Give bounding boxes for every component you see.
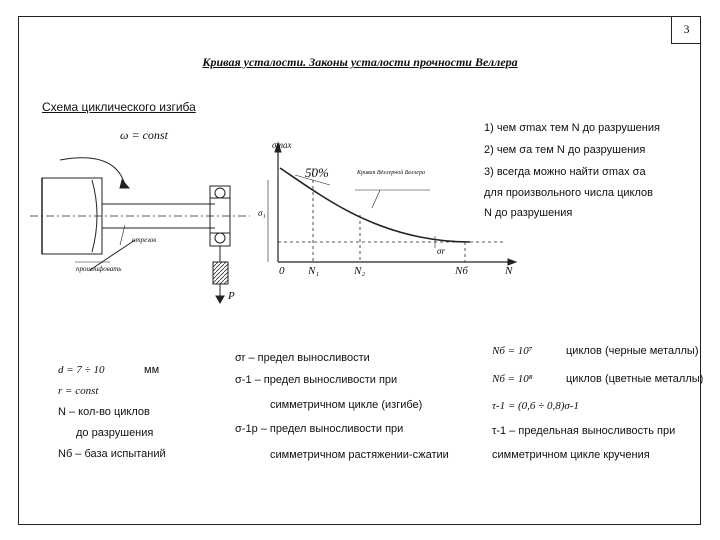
limit-3: симметричном цикле (изгибе) <box>270 399 423 411</box>
y-axis-label: σmax <box>272 140 292 150</box>
rule-5: N до разрушения <box>484 207 573 219</box>
rule-1: 1) чем σmax тем N до разрушения <box>484 122 660 134</box>
force-label: P <box>228 290 235 302</box>
scheme-title: Схема циклического изгиба <box>42 100 196 114</box>
param-n: N – кол-во циклов <box>58 406 150 418</box>
base-4: τ-1 – предельная выносливость при <box>492 425 676 437</box>
percent-label: 50% <box>305 165 329 180</box>
n1-label: N₁ <box>308 265 320 277</box>
curve-caption: Кривая Вёхлерной Веллера <box>357 170 425 176</box>
param-d: d = 7 ÷ 10 <box>58 364 105 376</box>
page-number: 3 <box>671 16 701 44</box>
x-axis-label: N <box>505 265 513 277</box>
base-5: симметричном цикле кручения <box>492 449 650 461</box>
rule-3: 3) всегда можно найти σmax σa <box>484 166 646 178</box>
rule-2: 2) чем σa тем N до разрушения <box>484 144 646 156</box>
sigmar-label: σr <box>437 246 445 256</box>
shaft-note: прошлифовать <box>76 265 122 273</box>
base-2: Nб = 10⁸ <box>492 373 533 385</box>
param-d-unit: мм <box>144 364 160 376</box>
limit-5: симметричном растяжении-сжатии <box>270 449 449 461</box>
param-n2: до разрушения <box>76 427 154 439</box>
sigma1-label: σ₁ <box>258 208 266 218</box>
base-3: τ-1 = (0,6 ÷ 0,8)σ-1 <box>492 400 579 412</box>
rule-4: для произвольного числа циклов <box>484 187 653 199</box>
base-1-text: циклов (черные металлы) <box>566 345 699 357</box>
limit-1: σr – предел выносливости <box>235 352 370 364</box>
page-title: Кривая усталости. Законы усталости прочности Веллера <box>202 55 518 69</box>
n2-label: N₂ <box>354 265 366 277</box>
param-nb: Nб – база испытаний <box>58 448 166 460</box>
shaft-arrow-label: отрезок <box>132 236 157 244</box>
omega-label: ω = const <box>120 128 168 142</box>
nb-label: Nб <box>455 265 468 277</box>
param-r: r = const <box>58 385 99 397</box>
limit-2: σ-1 – предел выносливости при <box>235 374 398 386</box>
base-1: Nб = 10⁷ <box>492 345 533 357</box>
limit-4: σ-1p – предел выносливости при <box>235 423 404 435</box>
origin-label: 0 <box>279 265 285 277</box>
base-2-text: циклов (цветные металлы) <box>566 373 704 385</box>
